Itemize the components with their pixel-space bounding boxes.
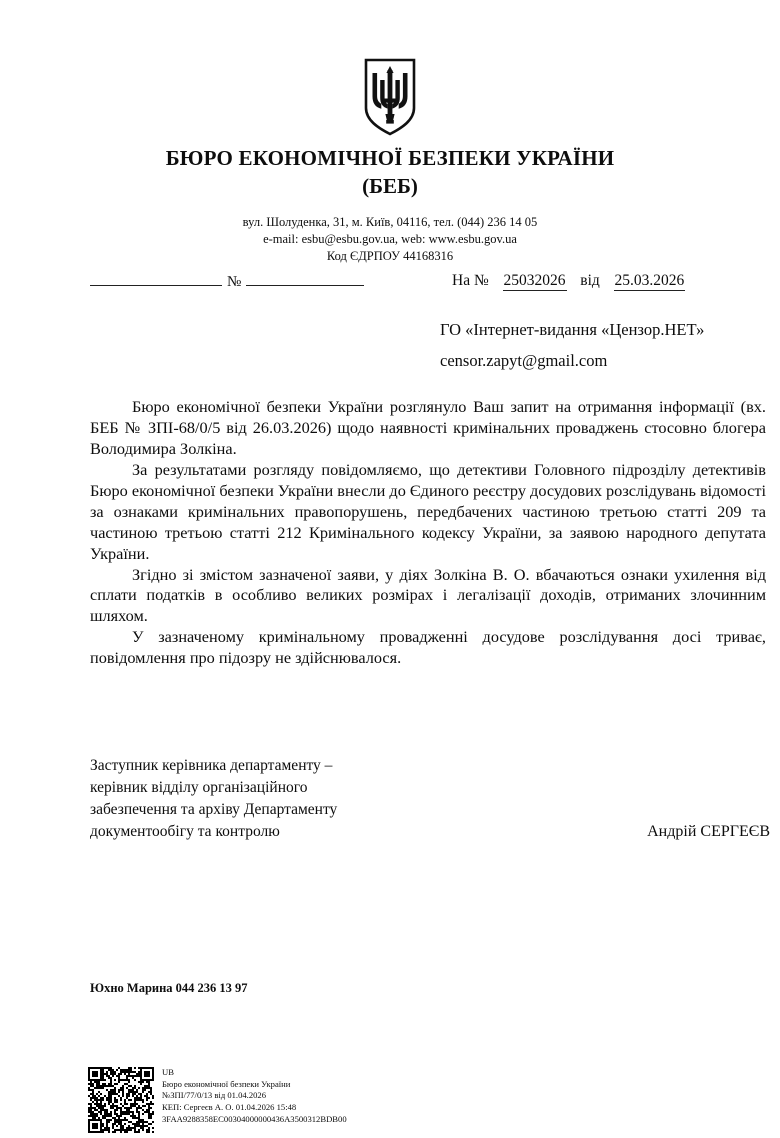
- stamp-document-number: №ЗПІ/77/0/13 від 01.04.2026: [162, 1090, 267, 1101]
- signatory-title-line-4: документообігу та контролю: [90, 823, 280, 840]
- digital-signature-stamp: [88, 1067, 347, 1133]
- body-paragraph-1: Бюро економічної безпеки України розглянуло Ваш запит на отримання інформації (вх. БЕБ № ЗПІ-68/0/5 від 26.03.2026) щодо наявності кримінальних проваджень стосовно блогера Володимира Золкіна.: [90, 397, 766, 458]
- stamp-text-block: [162, 1067, 347, 1125]
- email-and-web: e-mail: esbu@esbu.gov.ua, web: www.esbu.gov.ua: [263, 231, 517, 246]
- body-paragraph-2: За результатами розгляду повідомляємо, що детективи Головного підрозділу детективів Бюро економічної безпеки України внесли до Єдиного реєстру досудових розслідувань відомості за ознаками кримінальних правопорушень, передбачених частиною третьою статті 209 та частиною третьою статті 212 Кримінального кодексу України, за заявою народного депутата України.: [90, 459, 766, 563]
- signatory-title-line-3: забезпечення та архіву Департаменту: [90, 801, 338, 818]
- signatory-title-line-2: керівник відділу організаційного: [90, 779, 308, 796]
- contact-block: [0, 214, 780, 266]
- number-symbol: №: [227, 274, 242, 290]
- addressee-block: [440, 315, 770, 376]
- signatory-title-line-1: Заступник керівника департаменту –: [90, 757, 333, 774]
- incoming-date-label: від: [580, 272, 600, 289]
- incoming-label: На №: [452, 272, 489, 289]
- qr-code-icon: [88, 1067, 154, 1133]
- postal-address: вул. Шолуденка, 31, м. Київ, 04116, тел. (044) 236 14 05: [242, 214, 538, 229]
- body-paragraph-3: Згідно зі змістом зазначеної заяви, у діях Золкіна В. О. вбачаються ознаки ухилення від сплати податків в особливо великих розмірах і легалізації доходів, отриманих злочинним шляхом.: [90, 564, 766, 626]
- coat-of-arms-emblem: [0, 58, 780, 136]
- addressee-email: censor.zapyt@gmail.com: [440, 350, 608, 370]
- incoming-reference-line: [452, 272, 685, 290]
- body-paragraph-4: У зазначеному кримінальному провадженні досудове розслідування досі триває, повідомлення про підозру не здійснювалося.: [90, 627, 766, 668]
- incoming-date: 25.03.2026: [614, 272, 685, 289]
- edrpou-code: Код ЄДРПОУ 44168316: [326, 249, 454, 264]
- signatory-name: Андрій СЕРГЕЄВ: [647, 823, 770, 840]
- stamp-label: UB: [162, 1067, 174, 1077]
- stamp-serial: 3FAA9288358EC00304000000436A3500312BDB00: [162, 1113, 347, 1124]
- letterhead: [0, 145, 780, 265]
- signature-block: [90, 755, 770, 844]
- outgoing-date-blank: [90, 272, 222, 286]
- stamp-signer: КЕП: Сергеєв А. О. 01.04.2026 15:48: [162, 1102, 297, 1113]
- organization-name: БЮРО ЕКОНОМІЧНОЇ БЕЗПЕКИ УКРАЇНИ: [165, 146, 615, 170]
- organization-abbreviation: (БЕБ): [362, 174, 418, 199]
- stamp-organization: Бюро економічної безпеки України: [162, 1078, 291, 1089]
- signatory-title: [90, 755, 520, 843]
- document-body: [90, 397, 766, 669]
- outgoing-number-blank: [246, 272, 364, 286]
- addressee-organization: ГО «Інтернет-видання «Цензор.НЕТ»: [440, 320, 705, 339]
- executor-contact: Юхно Марина 044 236 13 97: [90, 981, 248, 995]
- incoming-number: 25032026: [503, 272, 566, 289]
